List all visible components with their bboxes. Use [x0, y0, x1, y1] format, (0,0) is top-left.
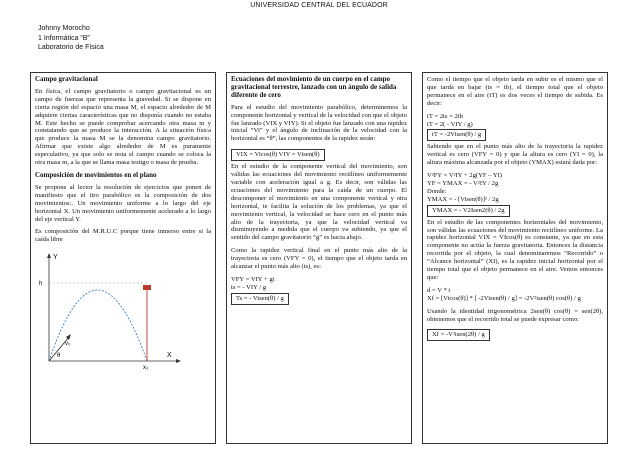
paragraph-total-time: Como el tiempo que el objeto tarda en subir es el mismo que el que tarda en bajar (ts = tb), el tiempo total que el objeto permanece en el aire (tT) es dos veces el tiempo de subida. Es decir: [427, 76, 603, 107]
university-header: UNIVERSIDAD CENTRAL DEL ECUADOR [250, 2, 388, 9]
course-name: 1 Informática “B” [38, 34, 90, 42]
equation-ts: ts = - VIY / g [231, 283, 267, 291]
formula-components: VIX = Vicos(θ) VIY = Visen(θ) [231, 149, 325, 161]
formula-ymax: YMAX = - V2Isen2(θ) / 2g [427, 205, 510, 217]
equation-distance: d = V * t [427, 286, 451, 294]
column-total-time [422, 72, 608, 444]
y-axis-label: Y [53, 254, 58, 262]
paragraph-vertical: En el estudio de la componente vertical del movimiento, son válidas las ecuaciones del movimiento rectilíneo uniformemente variable con aceleración igual a g. Es decir, son válidas las ecuaciones del movimiento para la caída de un cuerpo. El descomponer el movimiento en una componente vertical y otra horizontal, te facilita la solución de los problemas, ya que el movimiento vertical, la velocidad se hace cero en el punto más alto de la trayectoria, ya que la velocidad vertical va disminuyendo a medida que el cuerpo va subiendo, ya que el sentido del campo gravitatorio “g” es hacia abajo. [231, 163, 407, 242]
equation-tt-2: tT = 2( - VIY / g) [427, 120, 473, 128]
column-gravitational-field [30, 72, 216, 444]
equation-tt-1: tT = 2ts = 2tb [427, 112, 463, 120]
section-title-gravitational-field: Campo gravitacional [35, 75, 98, 83]
angle-label: θ [57, 353, 61, 360]
range-label: x₀ [143, 365, 149, 372]
paragraph-horizontal: En el estudio de las componentes horizontales del movimiento, son válidas las ecuaciones del movimiento rectilíneo uniforme. La rapidez horizontal VIX = VIcos(θ) es constante, ya que en esta componente no actúa la fuerza gravitatoria. Entonces la distancia recorrida por el objeto, la cual denominaremos “Recorrido” o “Alcance horizontal” (XI), es la rapidez inicial horizontal por el tiempo total que el objeto permanece en el aire. Vemos entonces que: [427, 218, 603, 281]
paragraph-composition: Se propone al lector la resolución de ejercicios que ponen de manifiesto que el tiro parabólico es la composición de dos movimientos:. Un movimiento uniforme a lo largo del eje horizontal X. Un movimiento uniformemente acelerado a lo largo del eje vertical Y. [35, 183, 211, 223]
document-meta [38, 24, 104, 53]
formula-xf: Xf = -V²isen(2θ) / g [427, 329, 490, 341]
paragraph-max-height: Sabiendo que en el punto más alto de la trayectoria la rapidez vertical es cero (VFY = 0) y que la altura es cero (YI = 0), la altura máxima alcanzada por el objeto (YMAX) estará dada por: [427, 143, 603, 167]
equation-xf: Xf = [Vicos(θ)] * [ -2Visen(θ) / g] = -2V²isen(θ) cos(θ) / g [427, 294, 581, 302]
section-title-equations: Ecuaciones del movimiento de un cuerpo en el campo gravitacional terrestre, lanzado con un ángulo de salida diferente de cero [231, 75, 397, 99]
author-name: Johnny Morocho [38, 25, 90, 32]
equation-ymax-1: YF = YMAX = - V²IY / 2g [427, 179, 499, 187]
equation-vfy: VFY = VIY + gt [231, 275, 275, 283]
paragraph-mruv: Es composición del M.R.U.C porque tiene inmerso entre si la caída libre [35, 228, 211, 244]
formula-tt: tT = -2Visen(θ) / g [427, 129, 486, 141]
formula-ts: Ts = - Visen(θ) / g [231, 293, 289, 305]
section-title-composition: Composición de movimientos en el plano [35, 170, 157, 179]
column-equations [226, 72, 412, 444]
equation-ymax-2: YMAX = - [Visen(θ)]² / 2g [427, 195, 499, 203]
paragraph-max-point: Como la rapidez vertical final en el punto más alto de la trayectoria es cero (VFY = 0), el tiempo que el objeto tarda en alcanzar el punto más alto (ts), es: [231, 247, 407, 271]
lab-name: Laboratorio de Física [38, 44, 104, 52]
height-label: h [39, 281, 43, 288]
paragraph-components: Para el estudio del movimiento parabólico, determinemos la componente horizontal y vertical de la velocidad con que el objeto fue lanzado (VIX y VIY). Si el objeto fue lanzado con una rapidez inicial “Vi” y el ángulo de inclinación de la velocidad con la horizontal es “θ”, las componentes de la rapidez serán: [231, 103, 407, 143]
label-donde: Donde: [427, 187, 447, 195]
x-axis-label: X [167, 352, 172, 360]
paragraph-gravitational-field: En física, el campo gravitatorio o campo gravitacional es un campo de fuerzas que representa la gravedad. Si se dispone en cierta región del espacio una masa M, el espacio alrededor de M adquiere ciertas características que no disponía cuando no estaba M. Este hecho se puede comprobar acercando otra masa m y constatando que se produce la interacción. A la situación física que produce la masa M se la denomina campo gravitatorio. Afirmar que existe algo alrededor de M es puramente especulativo, ya que solo se nota el campo cuando se coloca la otra masa m, a la que se llama masa testigo o masa de prueba. [35, 87, 211, 167]
paragraph-identity: Usando la identidad trigonométrica 2sen(θ) cos(θ) = sen(2θ), obtenemos que el recorrido total se puede expresar como: [427, 307, 603, 323]
velocity-label: v₀ [65, 341, 71, 348]
equation-vfy-squared: V²FY = V²IY + 2g(YF – YI) [427, 172, 503, 180]
trajectory-diagram [35, 249, 185, 371]
